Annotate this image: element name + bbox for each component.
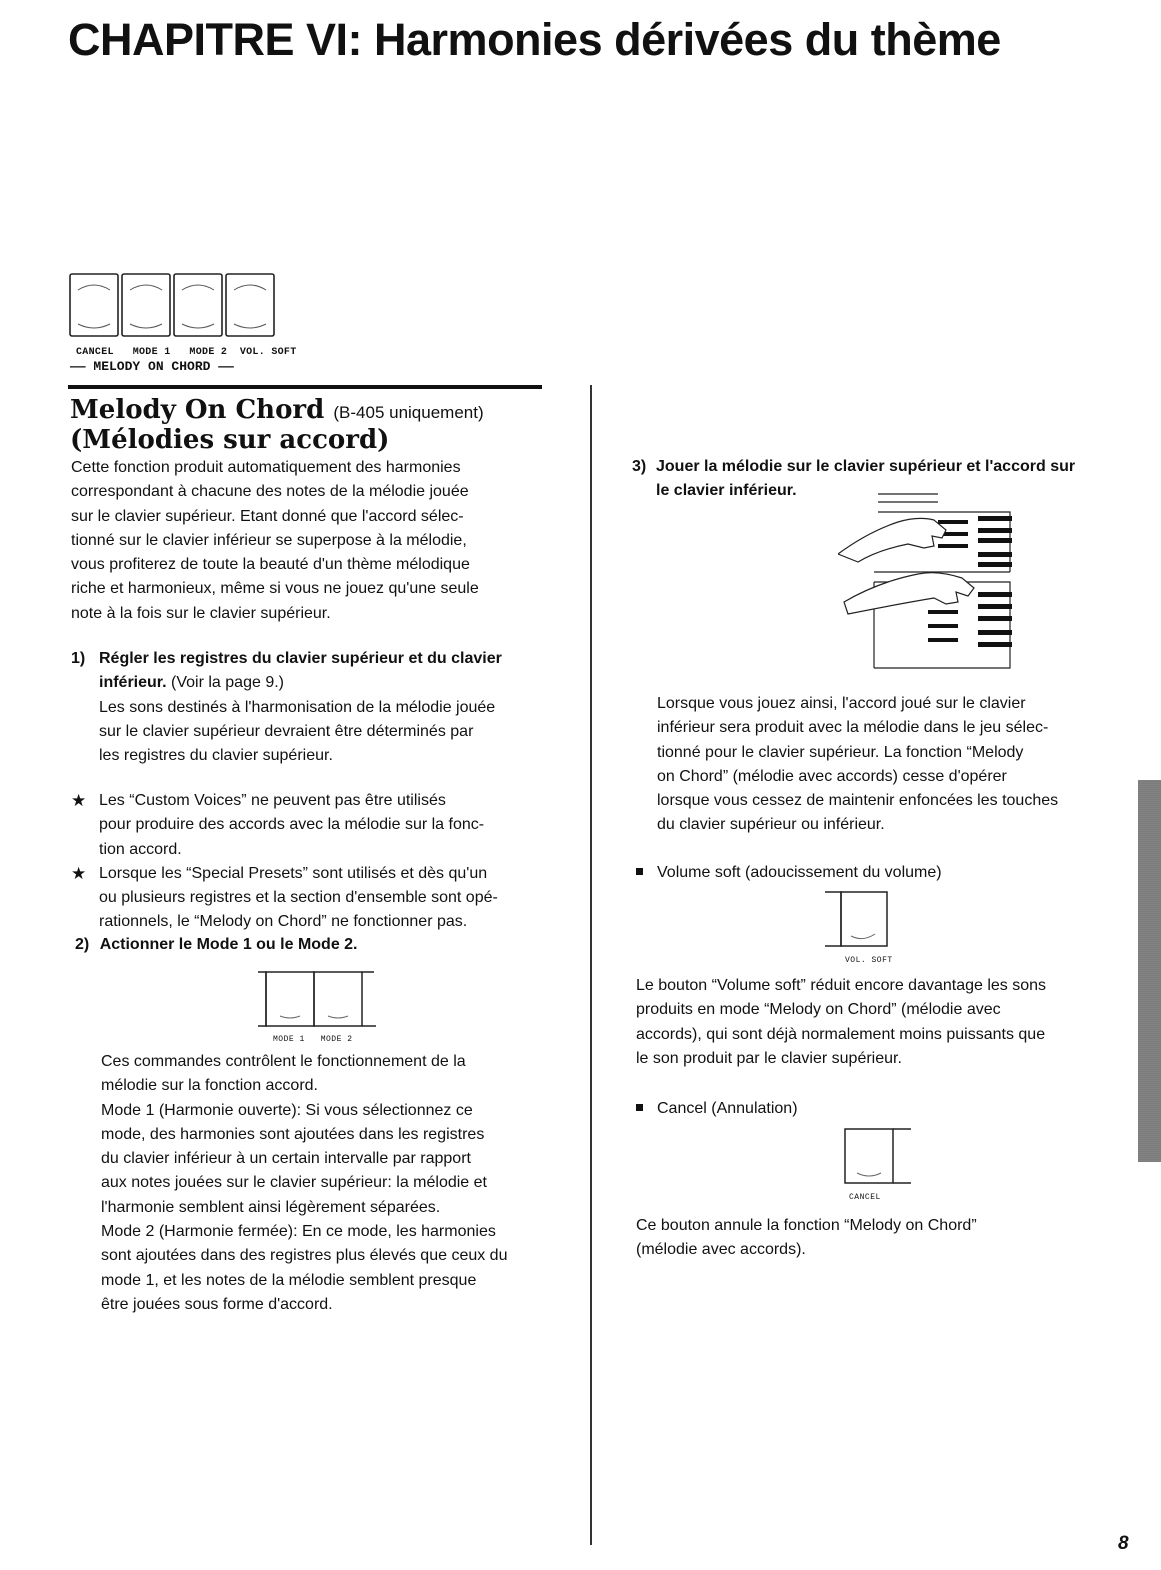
text-line: on Chord” (mélodie avec accords) cesse d'opérer [657,767,1007,785]
cancel-heading-row [636,1097,798,1121]
text-line: tionné pour le clavier supérieur. La fonction “Melody [657,743,1024,761]
volume-soft-body [636,974,1106,1071]
section-rule [68,385,542,389]
text-line: du clavier supérieur ou inférieur. [657,816,885,834]
text-line: rationnels, le “Melody on Chord” ne fonctionner pas. [99,913,468,931]
page-number: 8 [1118,1533,1129,1554]
step-heading-cont: inférieur. [99,674,167,692]
button-panel-labels: CANCEL MODE 1 MODE 2 VOL. SOFT [76,347,297,358]
text-line: lorsque vous cessez de maintenir enfoncées les touches [657,792,1059,810]
volume-soft-heading-row [636,861,942,885]
text-line: Ces commandes contrôlent le fonctionnement de la [101,1053,466,1070]
text-line: mode, des harmonies sont ajoutées dans les registres [101,1125,485,1143]
step-heading: Régler les registres du clavier supérieur et du clavier [99,650,502,667]
square-bullet-icon [636,868,643,875]
notes-list [71,789,555,935]
text-line: inférieur sera produit avec la mélodie dans le jeu sélec- [657,719,1049,737]
cancel-heading: Cancel (Annulation) [657,1100,798,1117]
text-line: correspondant à chacune des notes de la mélodie jouée [71,483,469,501]
text-line: Les “Custom Voices” ne peuvent pas être utilisés [99,792,446,809]
text-line: tion accord. [99,840,182,858]
text-line: l'harmonie semblent ainsi légèrement séparées. [101,1198,441,1216]
section-title-main: Melody On Chord [70,395,325,425]
star-icon: ★ [71,791,87,810]
text-line: mélodie sur la fonction accord. [101,1077,318,1095]
note-item [71,789,555,862]
section-title-fr: (Mélodies sur accord) [70,425,390,455]
text-line: riche et harmonieux, même si vous ne jouez qu'une seule [71,580,479,598]
text-line: Cette fonction produit automatiquement des harmonies [71,459,461,476]
text-line: Lorsque vous jouez ainsi, l'accord joué sur le clavier [657,695,1026,712]
text-line: Lorsque les “Special Presets” sont utilisés et dès qu'un [99,864,488,882]
note-item [71,862,555,935]
vol-soft-label: VOL. SOFT [845,956,893,965]
step-number: 3) [632,458,647,475]
text-line: pour produire des accords avec la mélodie sur la fonc- [99,816,485,834]
melody-on-chord-group-label: —— MELODY ON CHORD —— [70,359,234,374]
cancel-button-figure [843,1127,913,1187]
text-line: sont ajoutées dans des registres plus élevés que ceux du [101,1247,508,1265]
step-number: 2) [75,936,90,953]
column-divider [590,385,592,1545]
text-line: aux notes jouées sur le clavier supérieur: la mélodie et [101,1174,487,1192]
text-line: du clavier inférieur à un certain intervalle par rapport [101,1150,471,1168]
text-line: être jouées sous forme d'accord. [101,1295,333,1313]
text-line: note à la fois sur le clavier supérieur. [71,604,331,622]
page-reference: (Voir la page 9.) [171,674,284,692]
section-title-note: (B-405 uniquement) [333,403,484,422]
text-line: Mode 2 (Harmonie fermée): En ce mode, les harmonies [101,1223,496,1241]
text-line: Mode 1 (Harmonie ouverte): Si vous sélectionnez ce [101,1101,473,1119]
step-2-body [101,1050,548,1317]
text-line: Ce bouton annule la fonction “Melody on Chord” [636,1217,977,1234]
hands-on-keyboard-illustration [838,492,1018,670]
cancel-label: CANCEL [849,1193,881,1202]
text-line: sur le clavier supérieur devraient être déterminés par [99,722,474,740]
volume-soft-heading: Volume soft (adoucissement du volume) [657,864,942,881]
chapter-title: CHAPITRE VI: Harmonies dérivées du thème [68,14,1001,65]
step-2 [75,933,358,957]
melody-on-chord-button-panel [68,272,278,344]
text-line: produits en mode “Melody on Chord” (mélodie avec [636,1001,1001,1019]
text-line: ou plusieurs registres et la section d'ensemble sont opé- [99,889,498,907]
step-heading: Jouer la mélodie sur le clavier supérieur et l'accord sur [656,458,1076,475]
text-line: vous profiterez de toute la beauté d'un thème mélodique [71,556,470,574]
text-line: les registres du clavier supérieur. [99,747,333,765]
step-3-body [657,692,1105,838]
step-number: 1) [71,650,86,667]
vol-soft-button-figure [823,890,889,950]
text-line: le son produit par le clavier supérieur. [636,1049,902,1067]
edge-thumb-tab [1138,780,1161,1162]
intro-paragraph [71,456,546,626]
star-icon: ★ [71,863,87,883]
step-heading: Actionner le Mode 1 ou le Mode 2. [99,936,358,953]
text-line: Les sons destinés à l'harmonisation de la mélodie jouée [99,698,496,716]
text-line: sur le clavier supérieur. Etant donné que l'accord sélec- [71,507,464,525]
text-line: accords), qui sont déjà normalement moins puissants que [636,1025,1046,1043]
mode-buttons-labels: MODE 1 MODE 2 [273,1035,353,1044]
mode-buttons-figure [250,970,380,1030]
step-1 [71,647,549,768]
text-line: tionné sur le clavier inférieur se superpose à la mélodie, [71,531,467,549]
text-line: mode 1, et les notes de la mélodie semblent presque [101,1271,477,1289]
cancel-body [636,1214,1106,1263]
square-bullet-icon [636,1104,643,1111]
text-line: Le bouton “Volume soft” réduit encore davantage les sons [636,977,1047,994]
text-line: (mélodie avec accords). [636,1241,806,1259]
step-heading-cont: le clavier inférieur. [656,482,797,500]
